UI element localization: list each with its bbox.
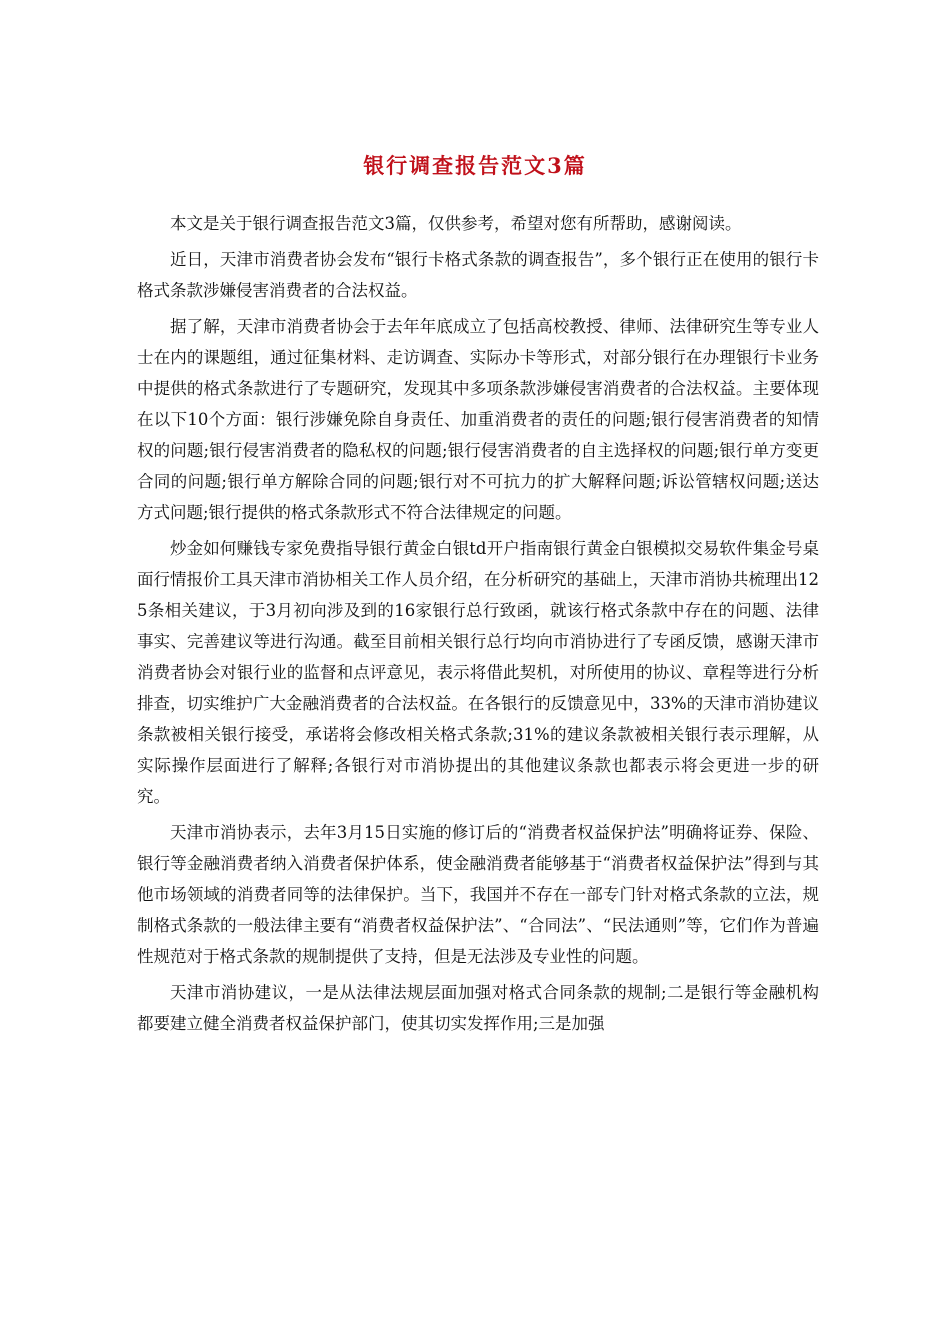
paragraph-research: 据了解，天津市消费者协会于去年年底成立了包括高校教授、律师、法律研究生等专业人士在内的课题组，通过征集材料、走访调查、实际办卡等形式，对部分银行在办理银行卡业务中提供的格式条款进行了专题研究，发现其中多项条款涉嫌侵害消费者的合法权益。主要体现在以下10个方面：银行涉嫌免除自身责任、加重消费者的责任的问题;银行侵害消费者的知情权的问题;银行侵害消费者的隐私权的问题;银行侵害消费者的自主选择权的问题;银行单方变更合同的问题;银行单方解除合同的问题;银行对不可抗力的扩大解释问题;诉讼管辖权问题;送达方式问题;银行提供的格式条款形式不符合法律规定的问题。 [137,317,819,522]
paragraph-suggestions: 天津市消协建议，一是从法律法规层面加强对格式合同条款的规制;二是银行等金融机构都要建立健全消费者权益保护部门，使其切实发挥作用;三是加强 [137,983,819,1033]
paragraph-intro: 本文是关于银行调查报告范文3篇，仅供参考，希望对您有所帮助，感谢阅读。 [170,214,742,233]
paragraph-feedback: 炒金如何赚钱专家免费指导银行黄金白银td开户指南银行黄金白银模拟交易软件集金号桌面行情报价工具天津市消协相关工作人员介绍，在分析研究的基础上，天津市消协共梳理出125条相关建议，于3月初向涉及到的16家银行总行致函，就该行格式条款中存在的问题、法律事实、完善建议等进行沟通。截至目前相关银行总行均向市消协进行了专函反馈，感谢天津市消费者协会对银行业的监督和点评意见，表示将借此契机，对所使用的协议、章程等进行分析排查，切实维护广大金融消费者的合法权益。在各银行的反馈意见中，33%的天津市消协建议条款被相关银行接受，承诺将会修改相关格式条款;31%的建议条款被相关银行表示理解，从实际操作层面进行了解释;各银行对市消协提出的其他建议条款也都表示将会更进一步的研究。 [137,539,819,806]
document-body [137,208,819,1044]
paragraph-law: 天津市消协表示，去年3月15日实施的修订后的“消费者权益保护法”明确将证券、保险、银行等金融消费者纳入消费者保护体系，使金融消费者能够基于“消费者权益保护法”得到与其他市场领域的消费者同等的法律保护。当下，我国并不存在一部专门针对格式条款的立法，规制格式条款的一般法律主要有“消费者权益保护法”、“合同法”、“民法通则”等，它们作为普遍性规范对于格式条款的规制提供了支持，但是无法涉及专业性的问题。 [137,823,819,966]
paragraph-news: 近日，天津市消费者协会发布“银行卡格式条款的调查报告”，多个银行正在使用的银行卡格式条款涉嫌侵害消费者的合法权益。 [137,250,819,300]
document-title: 银行调查报告范文3篇 [363,153,587,178]
